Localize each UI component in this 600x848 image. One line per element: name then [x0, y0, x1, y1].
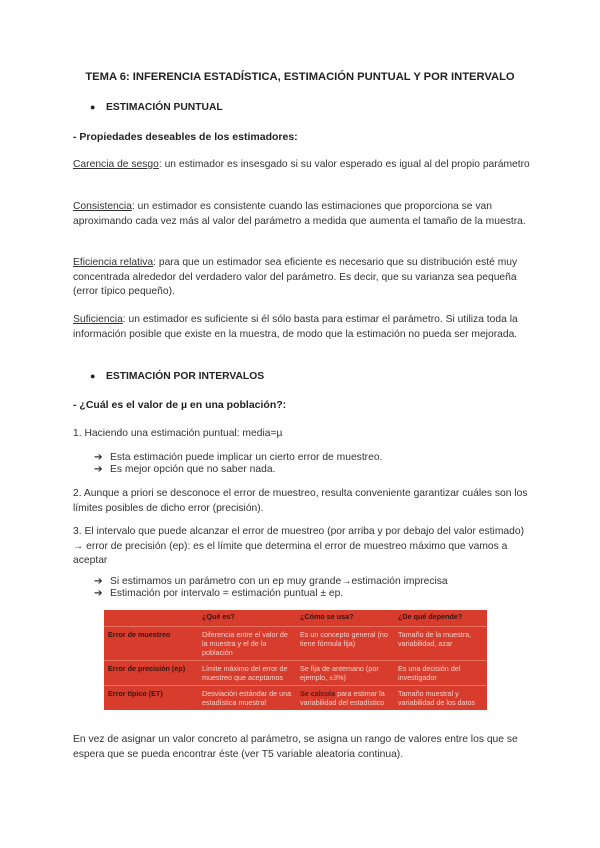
table-cell: Diferencia entre el valor de la muestra y el de la población — [198, 627, 296, 661]
table-header-cell — [104, 610, 198, 627]
list-item: ➔ Esta estimación puede implicar un cierto error de muestreo. — [94, 452, 383, 463]
table-cell: Es un concepto general (no tiene fórmula fija) — [296, 627, 394, 661]
arrow-icon: ➔ — [94, 464, 103, 475]
point-2: 2. Aunque a priori se desconoce el error de muestreo, resulta conveniente garantizar cuáles son los límites posibles de dicho error (precisión). — [73, 488, 528, 514]
table-row — [104, 627, 487, 661]
table-header-cell: ¿Cómo se usa? — [300, 612, 354, 621]
table-cell: Es una decisión del investigador — [394, 661, 487, 686]
table-header-cell: ¿Qué es? — [202, 612, 235, 621]
bullet-icon: ● — [90, 102, 96, 112]
property-paragraph: Carencia de sesgo: un estimador es insesgado si su valor esperado es igual al del propio parámetro — [73, 159, 530, 170]
question-heading: - ¿Cuál es el valor de µ en una población?: — [73, 399, 287, 411]
table-cell: Se calcula para estimar la variabilidad del estadístico — [296, 686, 394, 711]
arrow-icon: ➔ — [94, 576, 103, 587]
list-item: ➔ Es mejor opción que no saber nada. — [94, 464, 276, 475]
arrow-icon: ➔ — [94, 452, 103, 463]
table-cell: Tamaño de la muestra, variabilidad, azar — [394, 627, 487, 661]
table-header-cell: ¿De qué depende? — [398, 612, 463, 621]
point-1: 1. Haciendo una estimación puntual: media=µ — [73, 428, 283, 439]
table-cell: Límite máximo del error de muestreo que aceptamos — [198, 661, 296, 686]
property-paragraph: Suficiencia: un estimador es suficiente si él sólo basta para estimar el parámetro. Si utiliza toda la información posible que existe en la muestra, de modo que la estimación no pueda ser mejorada. — [73, 314, 518, 340]
closing-paragraph: En vez de asignar un valor concreto al parámetro, se asigna un rango de valores entre los que se espera que se pueda encontrar éste (ver T5 variable aleatoria continua). — [73, 734, 518, 760]
property-term: Eficiencia relativa — [73, 257, 154, 268]
table-row — [104, 686, 487, 711]
property-term: Consistencia — [73, 201, 132, 212]
property-paragraph: Consistencia: un estimador es consistente cuando las estimaciones que proporciona se van aproximando cada vez más al valor del parámetro a medida que aumenta el tamaño de la muestra. — [73, 201, 526, 227]
error-comparison-table — [104, 610, 487, 710]
table-row — [104, 661, 487, 686]
table-header-row — [104, 610, 487, 627]
row-label: Error de muestreo — [104, 627, 198, 661]
property-term: Suficiencia — [73, 314, 123, 325]
properties-heading: - Propiedades deseables de los estimadores: — [73, 131, 298, 143]
table-cell: Tamaño muestral y variabilidad de los datos — [394, 686, 487, 711]
property-term: Carencia de sesgo — [73, 159, 159, 170]
arrow-icon: ➔ — [94, 588, 103, 599]
table-cell: Se fija de antemano (por ejemplo, ±3%) — [296, 661, 394, 686]
table-cell: Desviación estándar de una estadística muestral — [198, 686, 296, 711]
point-3: 3. El intervalo que puede alcanzar el error de muestreo (por arriba y por debajo del valor estimado) → error de precisión (ep): es el límite que determina el error de muestreo máximo que vamos a aceptar — [73, 526, 525, 566]
property-paragraph: Eficiencia relativa: para que un estimador sea eficiente es necesario que su distribución esté muy concentrada alrededor del verdadero valor del parámetro. Es decir, que su varianza sea pequeña (error típico pequeño). — [73, 257, 518, 297]
bullet-icon: ● — [90, 371, 96, 381]
section-heading-puntual: ● ESTIMACIÓN PUNTUAL — [90, 102, 223, 113]
page-title: TEMA 6: INFERENCIA ESTADÍSTICA, ESTIMACIÓN PUNTUAL Y POR INTERVALO — [85, 71, 515, 83]
list-item: ➔ Si estimamos un parámetro con un ep muy grande→estimación imprecisa — [94, 576, 448, 587]
row-label: Error típico (ET) — [104, 686, 198, 711]
row-label: Error de precisión (ep) — [104, 661, 198, 686]
section-heading-intervalos: ● ESTIMACIÓN POR INTERVALOS — [90, 371, 265, 382]
list-item: ➔ Estimación por intervalo = estimación puntual ± ep. — [94, 588, 344, 599]
